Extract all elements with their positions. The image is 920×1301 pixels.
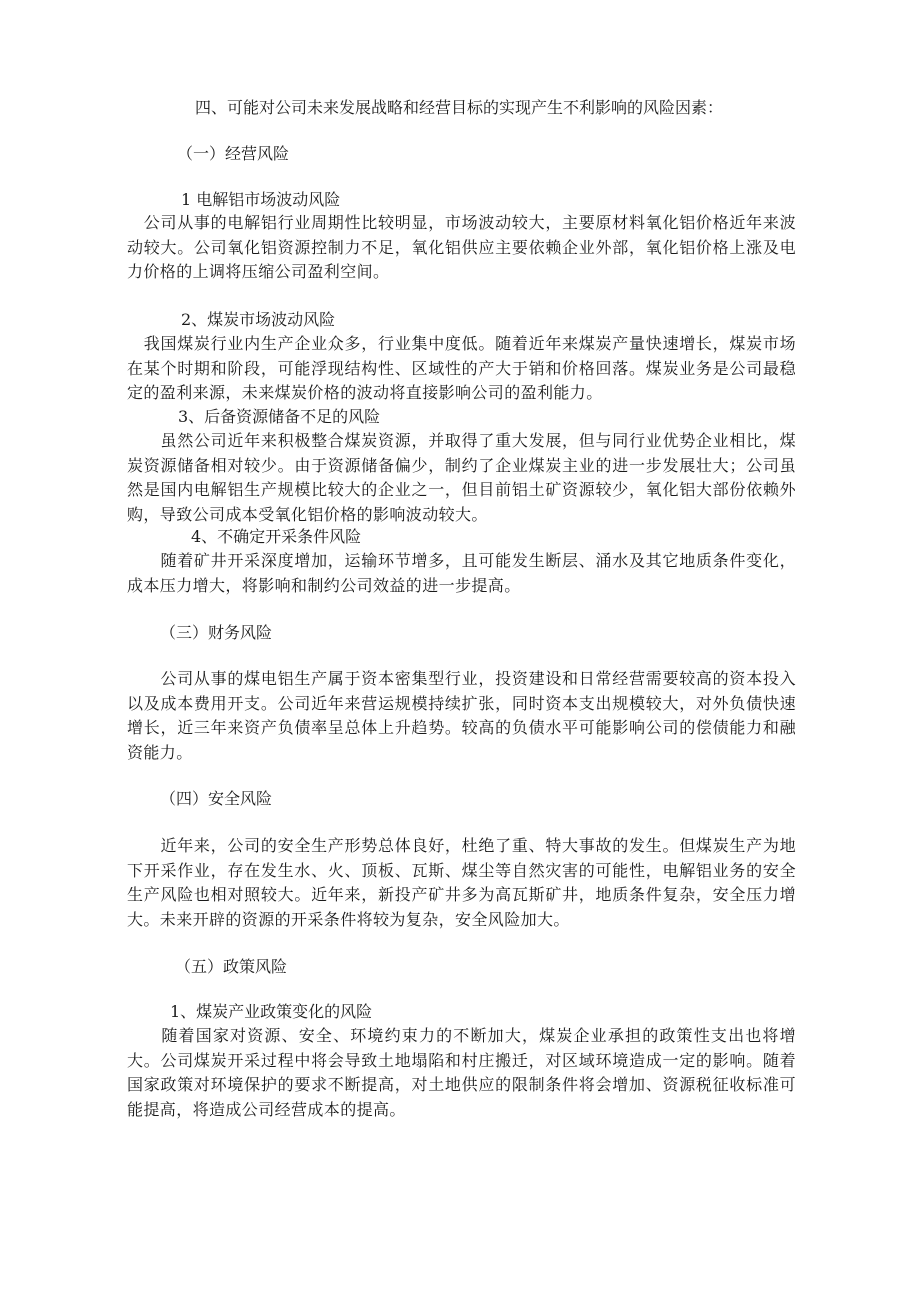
sec3-title: （三）财务风险 <box>160 623 273 642</box>
sec4-title: （四）安全风险 <box>160 789 273 808</box>
sec1-item2-body: 我国煤炭行业内生产企业众多，行业集中度低。随着近年来煤炭产量快速增长，煤炭市场在某个时期和阶段，可能浮现结构性、区域性的产大于销和价格回落。煤炭业务是公司最稳定的盈利来源，未来煤炭价格的波动将直接影响公司的盈利能力。 <box>127 334 796 402</box>
sec1-title: （一）经营风险 <box>177 144 290 163</box>
sec1-item2-title: 2、煤炭市场波动风险 <box>181 310 336 329</box>
sec1-item3-title: 3、后备资源储备不足的风险 <box>178 407 381 426</box>
sec3-body: 公司从事的煤电铝生产属于资本密集型行业，投资建设和日常经营需要较高的资本投入以及成本费用开支。公司近年来营运规模持续扩张，同时资本支出规模较大，对外负债快速增长，近三年来资产负债率呈总体上升趋势。较高的负债水平可能影响公司的偿债能力和融资能力。 <box>127 669 796 762</box>
sec1-item1-title: 1 电解铝市场波动风险 <box>181 190 341 209</box>
sec5-item1-body: 随着国家对资源、安全、环境约束力的不断加大，煤炭企业承担的政策性支出也将增大。公司煤炭开采过程中将会导致土地塌陷和村庄搬迁，对区域环境造成一定的影响。随着国家政策对环境保护的要求不断提高，对土地供应的限制条件将会增加、资源税征收标准可能提高，将造成公司经营成本的提高。 <box>127 1026 796 1119</box>
sec1-item4-body: 随着矿井开采深度增加，运输环节增多，且可能发生断层、涌水及其它地质条件变化，成本压力增大，将影响和制约公司效益的进一步提高。 <box>127 551 796 595</box>
sec1-item3-body: 虽然公司近年来积极整合煤炭资源，并取得了重大发展，但与同行业优势企业相比，煤炭资源储备相对较少。由于资源储备偏少，制约了企业煤炭主业的进一步发展壮大；公司虽然是国内电解铝生产规模比较大的企业之一，但目前铝土矿资源较少，氧化铝大部份依赖外购，导致公司成本受氧化铝价格的影响波动较大。 <box>127 431 796 524</box>
sec4-body: 近年来，公司的安全生产形势总体良好，杜绝了重、特大事故的发生。但煤炭生产为地下开采作业，存在发生水、火、顶板、瓦斯、煤尘等自然灾害的可能性，电解铝业务的安全生产风险也相对照较大。近年来，新投产矿井多为高瓦斯矿井，地质条件复杂，安全压力增大。未来开辟的资源的开采条件将较为复杂，安全风险加大。 <box>127 836 796 929</box>
sec1-item4-title: 4、不确定开采条件风险 <box>191 527 362 546</box>
sec5-title: （五）政策风险 <box>175 957 288 976</box>
sec1-item1-body: 公司从事的电解铝行业周期性比较明显，市场波动较大，主要原材料氧化铝价格近年来波动较大。公司氧化铝资源控制力不足，氧化铝供应主要依赖企业外部，氧化铝价格上涨及电力价格的上调将压缩公司盈利空间。 <box>127 213 796 281</box>
section-heading: 四、可能对公司未来发展战略和经营目标的实现产生不利影响的风险因素： <box>195 98 724 117</box>
sec5-item1-title: 1、煤炭产业政策变化的风险 <box>170 1002 373 1021</box>
